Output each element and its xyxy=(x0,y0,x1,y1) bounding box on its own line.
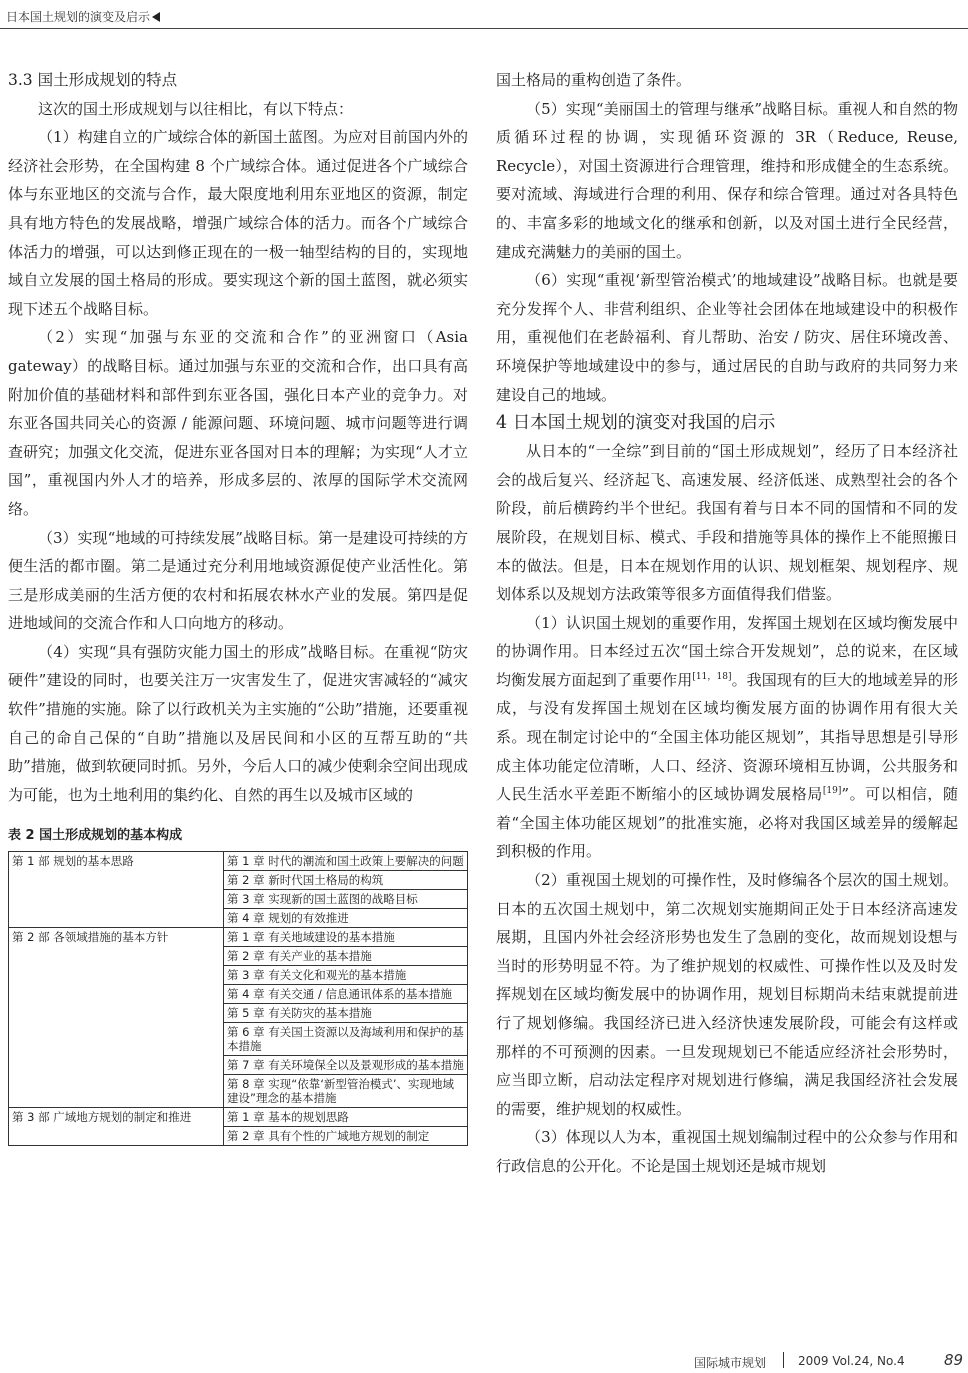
section-heading-4: 4 日本国土规划的演变对我国的启示 xyxy=(496,413,776,434)
triangle-marker-icon xyxy=(152,12,160,22)
paragraph-4: （4）实现“具有强防灾能力国土的形成”战略目标。在重视“防灾硬件”建设的同时，也要关注万一灾害发生了，促进灾害减轻的“减灾软件”措施的实施。除了以行政机关为主实施的“公助”措施，还要重视自己的命自己保的“自助”措施以及居民间和小区的互帮互助的“共助”措施，做到软硬同时抓。另外，今后人口的减少使剩余空间出现成为可能，也为土地利用的集约化、自然的再生以及城市区域的 xyxy=(8,642,468,804)
issue-info: 2009 Vol.24, No.4 xyxy=(798,1354,905,1368)
table-chapter-cell: 第 2 章 新时代国土格局的构筑 xyxy=(224,871,468,890)
footer-separator xyxy=(783,1352,784,1368)
citation: [19] xyxy=(822,786,842,797)
paragraph-continued: 国土格局的重构创造了条件。 xyxy=(496,71,692,89)
table-chapter-cell: 第 7 章 有关环境保全以及景观形成的基本措施 xyxy=(224,1056,468,1075)
table-chapter-cell: 第 3 章 实现新的国土蓝图的战略目标 xyxy=(224,890,468,909)
structure-table xyxy=(8,851,468,1146)
table-part-cell: 第 3 部 广域地方规划的制定和推进 xyxy=(9,1108,224,1146)
table-chapter-cell: 第 4 章 有关交通 / 信息通讯体系的基本措施 xyxy=(224,985,468,1004)
paragraph-5: （5）实现“美丽国土的管理与继承”战略目标。重视人和自然的物质循环过程的协调，实现循环资源的 3R（Reduce, Reuse, Recycle），对国土资源进行合理管理，维持和形成健全的生态系统。要对流域、海域进行合理的利用、保存和综合管理。通过对各具特色的、丰富多彩的地域文化的继承和创新，以及对国土进行全民经营，建成充满魅力的美丽的国土。 xyxy=(496,99,958,261)
running-header xyxy=(6,8,160,25)
table-row xyxy=(9,1108,468,1127)
table-chapter-cell: 第 6 章 有关国土资源以及海域利用和保护的基本措施 xyxy=(224,1023,468,1056)
paragraph-2: （2）实现“加强与东亚的交流和合作”的亚洲窗口（Asia gateway）的战略目标。通过加强与东亚的交流和合作，出口具有高附加价值的基础材料和部件到东亚各国，强化日本产业的竞争力。对东亚各国共同关心的资源 / 能源问题、环境问题、城市问题等进行调查研究；加强文化交流，促进东亚各国对日本的理解；为实现“人才立国”，重视国内外人才的培养，形成多层的、浓厚的国际学术交流网络。 xyxy=(8,328,468,518)
paragraph-section4-2: （2）重视国土规划的可操作性，及时修编各个层次的国土规划。日本的五次国土规划中，第二次规划实施期间正处于日本经济高速发展期，且国内外社会经济形势也发生了急剧的变化，故而规划设想与当时的形势明显不符。为了维护规划的权威性、可操作性以及及时发挥规划在区域均衡发展中的协调作用，规划目标期尚未结束就提前进行了规划修编。我国经济已进入经济快速发展阶段，可能会有这样或那样的不可预测的因素。一旦发现规划已不能适应经济社会形势时，应当即立断，启动法定程序对规划进行修编，满足我国经济社会发展的需要，维护规划的权威性。 xyxy=(496,871,958,1118)
right-column xyxy=(496,66,958,1181)
table-chapter-cell: 第 8 章 实现“依靠‘新型管治模式’、实现地域建设”理念的基本措施 xyxy=(224,1075,468,1108)
table-chapter-cell: 第 3 章 有关文化和观光的基本措施 xyxy=(224,966,468,985)
table-chapter-cell: 第 2 章 具有个性的广域地方规划的制定 xyxy=(224,1127,468,1146)
table-chapter-cell: 第 1 章 时代的潮流和国土政策上要解决的问题 xyxy=(224,852,468,871)
paragraph-section4-3: （3）体现以人为本，重视国土规划编制过程中的公众参与作用和行政信息的公开化。不论是国土规划还是城市规划 xyxy=(496,1128,958,1175)
paragraph-1: （1）构建自立的广域综合体的新国土蓝图。为应对目前国内外的经济社会形势，在全国构建 8 个广域综合体。通过促进各个广域综合体与东亚地区的交流与合作，最大限度地利用东亚地区的资源，制定具有地方特色的发展战略，增强广域综合体的活力。而各个广域综合体活力的增强，可以达到修正现在的一极一轴型结构的目的，实现地域自立发展的国土格局的形成。要实现这个新的国土蓝图，就必须实现下述五个战略目标。 xyxy=(8,128,468,318)
table-title: 表 2 国土形成规划的基本构成 xyxy=(8,828,183,844)
header-rule xyxy=(0,28,968,29)
paragraph-3: （3）实现“地域的可持续发展”战略目标。第一是建设可持续的方便生活的都市圈。第二是通过充分利用地域资源促使产业活性化。第三是形成美丽的生活方便的农村和拓展农林水产业的发展。第四是促进地域间的交流合作和人口向地方的移动。 xyxy=(8,528,468,633)
paragraph-section4-1 xyxy=(496,609,958,866)
section-heading-3-3: 3.3 国土形成规划的特点 xyxy=(8,71,178,89)
page-number: 89 xyxy=(944,1351,964,1369)
table-chapter-cell: 第 1 章 基本的规划思路 xyxy=(224,1108,468,1127)
running-title: 日本国土规划的演变及启示 xyxy=(6,10,151,24)
table-row xyxy=(9,852,468,871)
citation: [11，18] xyxy=(692,671,732,682)
paragraph-6: （6）实现“重视‘新型管治模式’的地域建设”战略目标。也就是要充分发挥个人、非营利组织、企业等社会团体在地域建设中的积极作用，重视他们在老龄福利、育儿帮助、治安 / 防灾、居住环境改善、环境保护等地域建设中的参与，通过居民的自助与政府的共同努力来建设自己的地域。 xyxy=(496,271,958,404)
paragraph-text: 。我国现有的巨大的地域差异的形成，与没有发挥国土规划在区域均衡发展方面的协调作用有很大关系。现在制定讨论中的“全国主体功能区规划”，其指导思想是引导形成主体功能定位清晰，人口、经济、资源环境相互协调，公共服务和人民生活水平差距不断缩小的区域协调发展格局 xyxy=(496,670,958,804)
table-chapter-cell: 第 5 章 有关防灾的基本措施 xyxy=(224,1004,468,1023)
paragraph-text: （1）认识国土规划的重要作用，发挥国土规划在区域均衡发展中的协调作用。日本经过五次“国土综合开发规划”，总的说来，在区域均衡发展方面起到了重要作用 xyxy=(496,613,958,689)
left-column xyxy=(8,66,468,1146)
table-part-cell: 第 2 部 各领域措施的基本方针 xyxy=(9,928,224,1108)
paragraph-section4-intro: 从日本的“一全综”到目前的“国土形成规划”，经历了日本经济社会的战后复兴、经济起飞、高速发展、经济低迷、成熟型社会的各个阶段，前后横跨约半个世纪。我国有着与日本不同的国情和不同的发展阶段，在规划目标、模式、手段和措施等具体的操作上不能照搬日本的做法。但是，日本在规划作用的认识、规划框架、规划程序、规划体系以及规划方法政策等很多方面值得我们借鉴。 xyxy=(496,442,958,604)
table-part-cell: 第 1 部 规划的基本思路 xyxy=(9,852,224,928)
table-chapter-cell: 第 4 章 规划的有效推进 xyxy=(224,909,468,928)
paragraph-text: ”。可以相信，随着“全国主体功能区规划”的批准实施，必将对我国区域差异的缓解起到积极的作用。 xyxy=(496,785,958,861)
table-row xyxy=(9,928,468,947)
paragraph-intro: 这次的国土形成规划与以往相比，有以下特点： xyxy=(38,99,354,118)
table-chapter-cell: 第 2 章 有关产业的基本措施 xyxy=(224,947,468,966)
table-chapter-cell: 第 1 章 有关地域建设的基本措施 xyxy=(224,928,468,947)
journal-name: 国际城市规划 xyxy=(694,1356,767,1370)
